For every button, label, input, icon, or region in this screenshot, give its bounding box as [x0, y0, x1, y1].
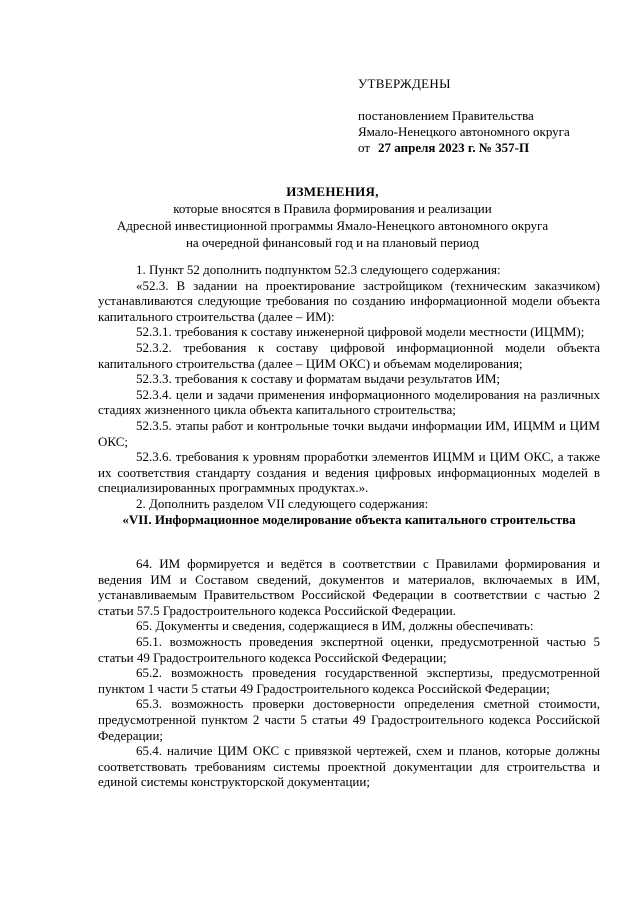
- heading-line-1: которые вносятся в Правила формирования и реализации: [173, 201, 492, 216]
- approval-line-2: Ямало-Ненецкого автономного округа: [358, 124, 570, 139]
- paragraph-52-3-5: 52.3.5. этапы работ и контрольные точки выдачи информации ИМ, ИЦММ и ЦИМ ОКС;: [98, 417, 600, 449]
- document-body: [98, 262, 600, 790]
- paragraph-65: 65. Документы и сведения, содержащиеся в ИМ, должны обеспечивать:: [136, 618, 534, 634]
- heading-line-3: на очередной финансовый год и на плановый период: [185, 235, 480, 250]
- paragraph-65-4: 65.4. наличие ЦИМ ОКС с привязкой чертежей, схем и планов, которые должны соответствовать требованиям системы проектной документации для строительства и единой системы конструкторской документации;: [98, 743, 600, 790]
- heading-line-2: Адресной инвестиционной программы Ямало-Ненецкого автономного округа: [116, 218, 549, 233]
- approval-block: [358, 76, 628, 156]
- paragraph-52-3-6: 52.3.6. требования к уровням проработки элементов ИЦММ и ЦИМ ОКС, а также их соответствия стандарту создания и ведения цифровых информационных моделей в специализированных программных продуктах.».: [98, 449, 600, 496]
- paragraph-65-2: 65.2. возможность проведения государственной экспертизы, предусмотренной пунктом 1 части 5 статьи 49 Градостроительного кодекса Российской Федерации;: [98, 665, 600, 696]
- paragraph-65-3: 65.3. возможность проверки достоверности определения сметной стоимости, предусмотренной пунктом 2 части 5 статьи 49 Градостроительного кодекса Российской Федерации;: [98, 696, 600, 743]
- document-heading: [64, 183, 601, 251]
- page-title: ИЗМЕНЕНИЯ,: [286, 184, 379, 199]
- paragraph-64: 64. ИМ формируется и ведётся в соответствии с Правилами формирования и ведения ИМ и Составом сведений, документов и материалов, включаемых в ИМ, устанавливаемым Правительством Российской Федерации в соответствии с частью 2 статьи 57.5 Градостроительного кодекса Российской Федерации.: [98, 556, 600, 618]
- approval-line-1: постановлением Правительства: [358, 108, 534, 123]
- approval-ot: от: [358, 140, 371, 155]
- paragraph-item-2: 2. Дополнить разделом VII следующего содержания:: [136, 495, 429, 511]
- paragraph-52-3-1: 52.3.1. требования к составу инженерной цифровой модели местности (ИЦММ);: [136, 324, 585, 340]
- approval-date-number: 27 апреля 2023 г. № 357-П: [378, 140, 530, 155]
- paragraph-52-3: «52.3. В задании на проектирование застройщиком (техническим заказчиком) устанавливаются следующие требования по созданию информационной модели объекта капитального строительства (далее – ИМ):: [98, 277, 600, 324]
- paragraph-52-3-2: 52.3.2. требования к составу цифровой информационной модели объекта капитального строительства (далее – ЦИМ ОКС) и объемам моделирования;: [98, 339, 600, 371]
- approval-date-line: [358, 140, 628, 156]
- paragraph-65-1: 65.1. возможность проведения экспертной оценки, предусмотренной частью 5 статьи 49 Градостроительного кодекса Российской Федерации;: [98, 634, 600, 665]
- approved-label: УТВЕРЖДЕНЫ: [358, 76, 451, 91]
- paragraph-52-3-4: 52.3.4. цели и задачи применения информационного моделирования на различных стадиях жизненного цикла объекта капитального строительства;: [98, 386, 600, 418]
- paragraph-item-1: 1. Пункт 52 дополнить подпунктом 52.3 следующего содержания:: [136, 262, 501, 277]
- chapter-title: «VII. Информационное моделирование объекта капитального строительства: [122, 511, 576, 527]
- paragraph-52-3-3: 52.3.3. требования к составу и форматам выдачи результатов ИМ;: [136, 371, 501, 387]
